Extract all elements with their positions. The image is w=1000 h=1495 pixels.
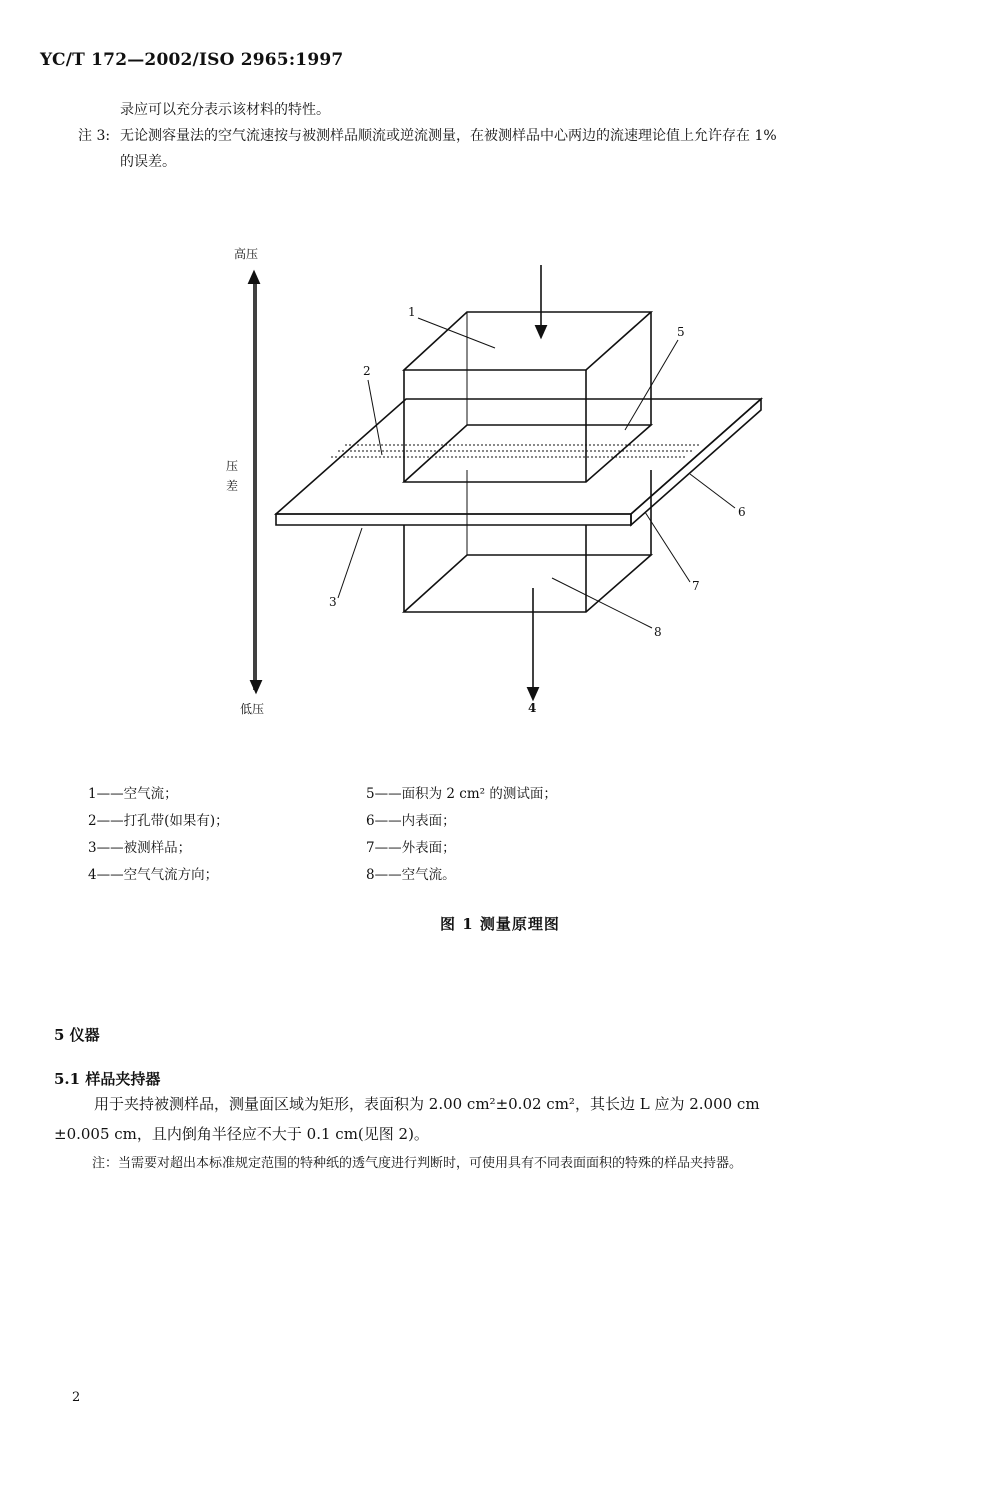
legend-item: 5——面积为 2 cm² 的测试面；: [366, 786, 557, 802]
section-5-1-para-line1: 用于夹持被测样品，测量面区域为矩形，表面积为 2.00 cm²±0.02 cm²，其长边 L 应为 2.000 cm: [94, 1095, 760, 1113]
figure-caption: 图 1 测量原理图: [440, 915, 560, 933]
low-pressure-label: 低压: [240, 702, 265, 716]
section-5-1-note: 注：当需要对超出本标准规定范围的特种纸的透气度进行判断时，可使用具有不同表面面积的特殊的样品夹持器。: [92, 1156, 743, 1171]
intro-line: 录应可以充分表示该材料的特性。: [120, 102, 330, 118]
callout-4: 4: [528, 701, 537, 715]
callout-8: 8: [654, 625, 662, 639]
note3-text-line1: 无论测容量法的空气流速按与被测样品顺流或逆流测量，在被测样品中心两边的流速理论值上允许存在 1%: [120, 128, 777, 144]
section-5-1-title: 5.1 样品夹持器: [54, 1070, 161, 1088]
note3-label: 注 3:: [78, 128, 111, 144]
callout-1: 1: [408, 305, 416, 319]
callout-7: 7: [692, 579, 700, 593]
high-pressure-label: 高压: [234, 247, 259, 261]
legend-item: 7——外表面；: [366, 840, 456, 856]
pressure-drop-label-2: 差: [226, 479, 239, 493]
callout-5: 5: [677, 325, 685, 339]
legend-item: 3——被测样品；: [88, 840, 192, 856]
section-5-1-para-line2: ±0.005 cm，且内倒角半径应不大于 0.1 cm(见图 2)。: [54, 1125, 429, 1143]
legend-item: 4——空气气流方向；: [88, 867, 219, 883]
legend-item: 2——打孔带(如果有)；: [88, 813, 229, 829]
pressure-drop-label-1: 压: [226, 459, 239, 473]
sample-sheet-top: [276, 399, 761, 514]
lower-box-bottom-face: [404, 555, 651, 612]
callout-6: 6: [738, 505, 746, 519]
legend-item: 1——空气流；: [88, 786, 178, 802]
legend-item: 6——内表面；: [366, 813, 456, 829]
sample-sheet-front-edge: [276, 514, 631, 525]
upper-box-top-face: [404, 312, 651, 370]
note3-text-line2: 的误差。: [120, 154, 176, 170]
section-5-title: 5 仪器: [54, 1026, 100, 1044]
document-header-id: YC/T 172—2002/ISO 2965:1997: [40, 50, 344, 70]
callout-2: 2: [363, 364, 371, 378]
callout-3: 3: [329, 595, 337, 609]
legend-item: 8——空气流。: [366, 867, 456, 883]
perforated-band: [331, 445, 700, 457]
page-number: 2: [72, 1390, 81, 1405]
test-area-rectangle: [404, 425, 651, 482]
